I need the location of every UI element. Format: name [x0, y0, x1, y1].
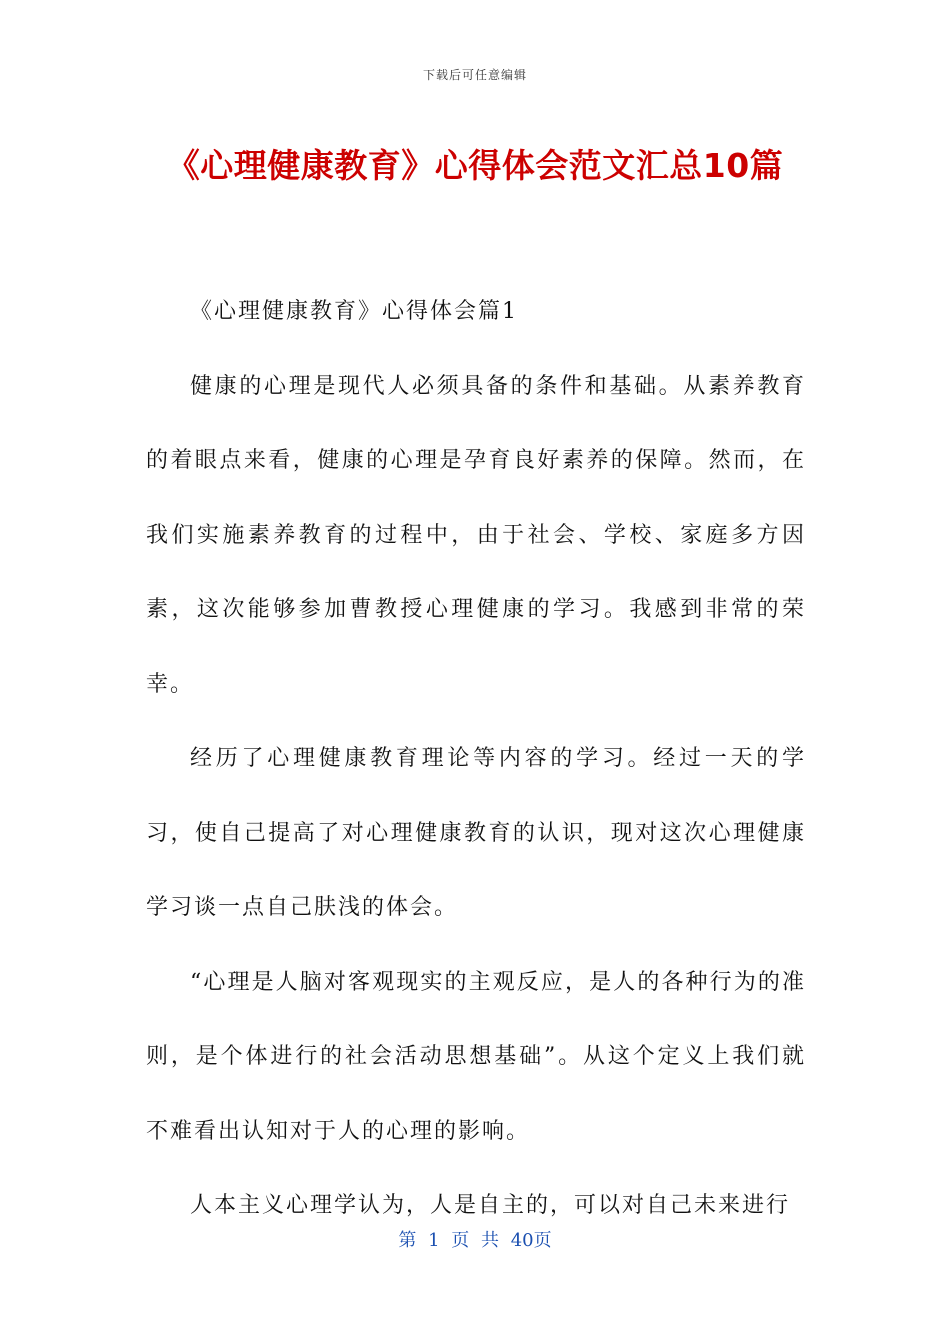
document-title: 《心理健康教育》心得体会范文汇总10篇 — [166, 146, 784, 185]
paragraph-3: “心理是人脑对客观现实的主观反应，是人的各种行为的准则，是个体进行的社会活动思想基础”。从这个定义上我们就不难看出认知对于人的心理的影响。 — [146, 969, 806, 1144]
page-number-footer: 第 1 页 共 40页 — [398, 1230, 552, 1251]
paragraph-4: 人本主义心理学认为，人是自主的，可以对自己未来进行 — [190, 1193, 791, 1218]
paragraph-1: 健康的心理是现代人必须具备的条件和基础。从素养教育的着眼点来看，健康的心理是孕育良好素养的保障。然而，在我们实施素养教育的过程中，由于社会、学校、家庭多方因素，这次能够参加曹教授心理健康的学习。我感到非常的荣幸。 — [146, 373, 806, 697]
header-note: 下载后可任意编辑 — [422, 68, 527, 82]
document-body — [146, 275, 806, 1244]
paragraph-2: 经历了心理健康教育理论等内容的学习。经过一天的学习，使自己提高了对心理健康教育的认识，现对这次心理健康学习谈一点自己肤浅的体会。 — [146, 746, 806, 920]
section-heading: 《心理健康教育》心得体会篇1 — [190, 299, 518, 324]
